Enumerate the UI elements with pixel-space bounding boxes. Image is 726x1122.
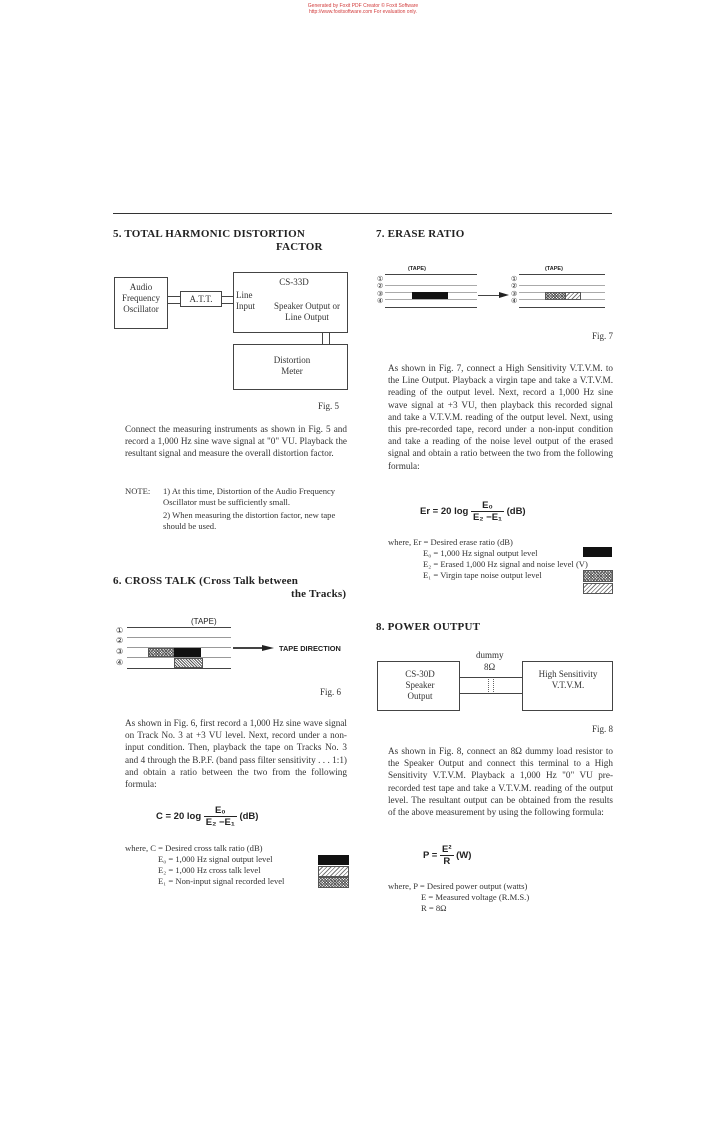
tape-edge: [127, 627, 231, 628]
track-line: [127, 637, 231, 638]
s8-formula: [423, 844, 471, 867]
track-3-label: ③: [377, 291, 384, 298]
track-line: [519, 285, 605, 286]
tape-edge: [519, 307, 605, 308]
formula-lhs: P =: [423, 850, 438, 862]
legend-erased-cross: [583, 570, 613, 582]
oscillator-box: [114, 277, 168, 329]
direction-arrow-icon: [262, 645, 274, 651]
legend-signal-black: [583, 547, 612, 557]
tape-label-left: (TAPE): [408, 266, 426, 272]
wire: [222, 296, 233, 297]
where-1: where, C = Desired cross talk ratio (dB): [125, 843, 263, 853]
virgin-noise-block: [565, 292, 581, 300]
s8-title: 8. POWER OUTPUT: [376, 621, 481, 633]
track-line: [385, 285, 477, 286]
line-input-label: Line Input: [236, 290, 255, 311]
att-box: [180, 291, 222, 307]
s7-title: 7. ERASE RATIO: [376, 228, 465, 240]
arrow-right-icon: [499, 292, 509, 298]
track-2-label: ②: [377, 283, 384, 290]
att-label: A.T.T.: [189, 294, 213, 304]
formula-lhs: Er = 20 log: [420, 506, 469, 518]
formula-unit: (dB): [506, 506, 526, 518]
where-4: E₁ = Virgin tape noise output level: [423, 570, 542, 580]
vtvm-box: [522, 661, 613, 711]
formula-numerator: E₀: [204, 805, 237, 817]
arrow-shaft: [478, 295, 500, 296]
tape-direction-label: TAPE DIRECTION: [279, 644, 341, 653]
legend-signal-black: [318, 855, 349, 865]
tape-edge: [385, 307, 477, 308]
s6-paragraph-text: As shown in Fig. 6, first record a 1,000 Hz sine wave signal on Track No. 3 at +3 VU level. Next, record under a non-input condition. Then, playback the tape on Tracks No. 3 and 4 through the B.P.F. (band pass filter sensitivity . . . 1:1) and obtain a ratio between the two from the following formula:: [125, 718, 347, 790]
fig5-caption: Fig. 5: [318, 401, 340, 411]
resistor-icon: [488, 679, 494, 692]
formula-denominator: R: [443, 856, 451, 867]
where-2: E₀ = 1,000 Hz signal output level: [423, 548, 538, 558]
speaker-output-label: Speaker Output or Line Output: [274, 301, 340, 322]
formula-numerator: E²: [442, 844, 452, 855]
wire: [459, 693, 522, 694]
s6-title-line2: the Tracks): [291, 588, 347, 600]
top-rule: [113, 213, 612, 214]
speaker-output-label: CS-30D Speaker Output: [405, 669, 435, 701]
recorded-signal-block: [412, 292, 448, 299]
track-3-label: ③: [116, 647, 124, 656]
where-3: R = 8Ω: [421, 903, 447, 913]
s8-paragraph: [388, 745, 613, 818]
ohm-label: 8Ω: [484, 662, 496, 672]
tape-edge: [127, 668, 231, 669]
s6-title-line1: 6. CROSS TALK (Cross Talk between: [113, 575, 299, 587]
formula-denominator: E₂ −E₁: [205, 817, 235, 828]
track-4-label: ④: [511, 298, 518, 305]
fig6-caption: Fig. 6: [320, 687, 342, 697]
legend-crosstalk-hatch: [318, 866, 349, 877]
formula-numerator: E₀: [471, 500, 504, 512]
formula-fraction: [204, 805, 237, 828]
wire: [329, 332, 330, 344]
where-1: where, Er = Desired erase ratio (dB): [388, 537, 513, 547]
legend-virgin-hatch: [583, 583, 613, 594]
where-2: E₀ = 1,000 Hz signal output level: [158, 854, 273, 864]
s6-formula: [156, 805, 258, 828]
watermark: [0, 3, 726, 15]
note-label: NOTE:: [125, 486, 151, 496]
tape-edge: [385, 274, 477, 275]
fig8-caption: Fig. 8: [592, 724, 614, 734]
watermark-line2: http://www.foxitsoftware.com For evaluation only.: [308, 9, 417, 15]
where-1: where, P = Desired power output (watts): [388, 881, 528, 891]
track-4-label: ④: [116, 658, 124, 667]
vtvm-label: High Sensitivity V.T.V.M.: [538, 669, 598, 690]
where-2: E = Measured voltage (R.M.S.): [421, 892, 530, 902]
track3-nonsignal-block: [148, 648, 175, 657]
s5-title-line2: FACTOR: [276, 241, 323, 253]
device-box: [233, 272, 348, 333]
wire: [459, 677, 522, 678]
note-2: 2) When measuring the distortion factor, new tape should be used.: [163, 510, 336, 531]
speaker-output-box: [377, 661, 460, 711]
watermark-line1: Generated by Foxit PDF Creator © Foxit Software: [307, 3, 419, 9]
s7-paragraph-text: As shown in Fig. 7, connect a High Sensitivity V.T.V.M. to the Line Output. Playback a virgin tape and take a V.T.V.M. reading of the output level. Next, record a 1,000 Hz sine wave signal at +3 VU, then playback this recorded signal and take a V.T.V.M. reading of the output level. Next, using this pre-recorded tape, record under a non-input condition and take a reading of the noise level output of the erased signal and obtain a ratio between the two from the following formula:: [388, 363, 613, 471]
s7-where-list: [388, 537, 588, 581]
dummy-label: dummy: [476, 650, 504, 660]
s5-title-line1: 5. TOTAL HARMONIC DISTORTION: [113, 228, 306, 240]
legend-nonsignal-cross: [318, 877, 349, 888]
distortion-meter-box: [233, 344, 348, 390]
formula-fraction: [440, 844, 454, 867]
track-1-label: ①: [377, 276, 384, 283]
formula-lhs: C = 20 log: [156, 811, 202, 823]
erased-signal-block: [545, 292, 566, 300]
track-2-label: ②: [511, 283, 518, 290]
wire: [168, 296, 180, 297]
where-3: E₂ = 1,000 Hz cross talk level: [158, 865, 261, 875]
track-4-label: ④: [377, 298, 384, 305]
formula-unit: (dB): [239, 811, 259, 823]
wire: [168, 303, 180, 304]
fig7-caption: Fig. 7: [592, 331, 614, 341]
wire: [222, 303, 233, 304]
note-1: 1) At this time, Distortion of the Audio Frequency Oscillator must be sufficiently small.: [163, 486, 336, 507]
s5-paragraph: [125, 423, 347, 460]
s7-paragraph: [388, 362, 613, 472]
direction-arrow-shaft: [233, 647, 263, 649]
wire: [322, 332, 323, 344]
track-1-label: ①: [511, 276, 518, 283]
device-label: CS-33D: [279, 277, 309, 287]
tape-edge: [519, 274, 605, 275]
track-line: [385, 299, 477, 300]
track4-crosstalk-block: [174, 658, 203, 668]
formula-fraction: [471, 500, 504, 523]
s5-paragraph-text: Connect the measuring instruments as shown in Fig. 5 and record a 1,000 Hz sine wave signal at "0" VU. Playback the resultant signal and measure the overall distortion factor.: [125, 424, 347, 459]
track-2-label: ②: [116, 636, 124, 645]
track-3-label: ③: [511, 291, 518, 298]
track-1-label: ①: [116, 626, 124, 635]
s5-note: [125, 486, 347, 532]
formula-unit: (W): [456, 850, 472, 862]
where-4: E₁ = Non-input signal recorded level: [158, 876, 285, 886]
tape-label: (TAPE): [191, 617, 217, 626]
s7-formula: [420, 500, 526, 523]
meter-label: Distortion Meter: [273, 355, 311, 376]
s8-paragraph-text: As shown in Fig. 8, connect an 8Ω dummy load resistor to the Speaker Output and connect this terminal to a High Sensitivity V.T.V.M. Playback a 1,000 Hz "0" VU pre-recorded test tape and take a V.T.V.M. reading of the output level. The resultant output can be obtained from the results of the above measurement by using the following formula:: [388, 746, 613, 818]
formula-denominator: E₂ −E₁: [472, 512, 502, 523]
tape-label-right: (TAPE): [545, 266, 563, 272]
where-3: E₂ = Erased 1,000 Hz signal and noise level (V): [423, 559, 588, 569]
s6-paragraph: [125, 717, 347, 790]
s8-where-list: [388, 881, 608, 914]
track3-signal-block: [174, 648, 201, 657]
oscillator-label: Audio Frequency Oscillator: [122, 282, 160, 314]
